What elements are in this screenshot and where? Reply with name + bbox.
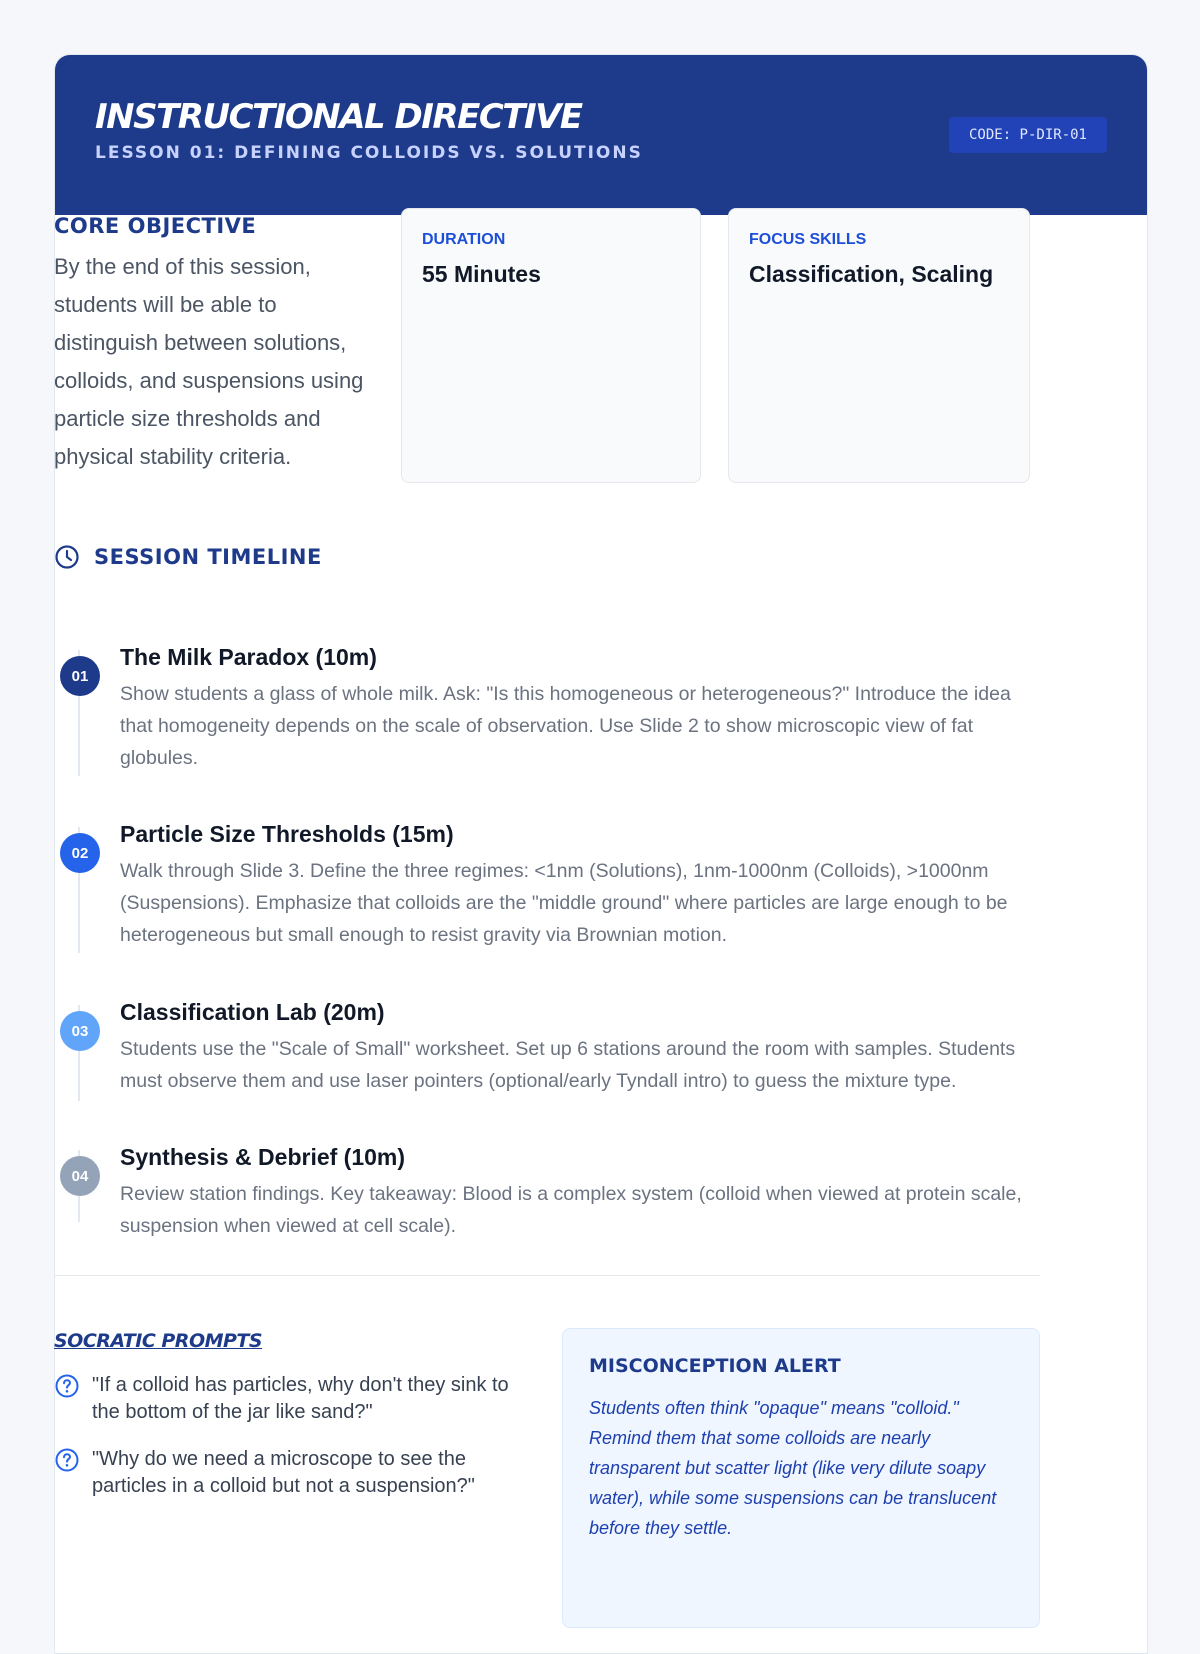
- prompt-text: "If a colloid has particles, why don't they sink to the bottom of the jar like sand?": [92, 1374, 509, 1423]
- question-circle-icon: [54, 1373, 80, 1399]
- prompts-heading: SOCRATIC PROMPTS: [54, 1330, 263, 1352]
- prompt-item: [54, 1372, 524, 1426]
- duration-value: 55 Minutes: [422, 261, 541, 287]
- section-divider: [54, 1275, 1040, 1276]
- timeline-heading-row: [54, 544, 322, 570]
- step-description: Walk through Slide 3. Define the three regimes: <1nm (Solutions), 1nm-1000nm (Colloids), >1000nm (Suspensions). Emphasize that colloids are the "middle ground" where particles are large enough to be heterogeneous but small enough to resist gravity via Brownian motion.: [120, 860, 1008, 946]
- header: [55, 55, 1147, 215]
- question-circle-icon: [54, 1447, 80, 1473]
- step-body: [120, 819, 1040, 951]
- objective-heading: CORE OBJECTIVE: [54, 214, 257, 238]
- socratic-prompts: [54, 1330, 524, 1500]
- duration-box: [401, 208, 701, 483]
- clock-icon: [54, 544, 80, 570]
- focus-skills-value: Classification, Scaling: [749, 261, 994, 287]
- step-number-badge: 03: [60, 1011, 100, 1051]
- step-number-badge: 01: [60, 656, 100, 696]
- misconception-alert: [562, 1328, 1040, 1628]
- step-title: Synthesis & Debrief (10m): [120, 1144, 406, 1170]
- code-badge: CODE: P-DIR-01: [949, 117, 1107, 153]
- prompt-text: "Why do we need a microscope to see the particles in a colloid but not a suspension?": [92, 1448, 475, 1497]
- step-body: [120, 997, 1040, 1097]
- overview-section: [54, 214, 1040, 489]
- step-title: Particle Size Thresholds (15m): [120, 821, 454, 847]
- lesson-subtitle: LESSON 01: DEFINING COLLOIDS VS. SOLUTIONS: [95, 143, 643, 163]
- step-number-badge: 02: [60, 833, 100, 873]
- step-title: The Milk Paradox (10m): [120, 644, 377, 670]
- page-title: INSTRUCTIONAL DIRECTIVE: [95, 97, 582, 137]
- core-objective: [54, 214, 374, 476]
- alert-heading: MISCONCEPTION ALERT: [589, 1355, 841, 1377]
- step-body: [120, 642, 1040, 774]
- prompt-item: [54, 1446, 524, 1500]
- step-number-badge: 04: [60, 1156, 100, 1196]
- step-body: [120, 1142, 1040, 1242]
- focus-skills-box: [728, 208, 1030, 483]
- step-description: Show students a glass of whole milk. Ask: "Is this homogeneous or heterogeneous?" Introduce the idea that homogeneity depends on the scale of observation. Use Slide 2 to show microscopic view of fat globules.: [120, 683, 1011, 769]
- step-title: Classification Lab (20m): [120, 999, 385, 1025]
- step-description: Review station findings. Key takeaway: Blood is a complex system (colloid when viewed at protein scale, suspension when viewed at cell scale).: [120, 1183, 1022, 1237]
- objective-text: By the end of this session, students will be able to distinguish between solutions, colloids, and suspensions using particle size thresholds and physical stability criteria.: [54, 254, 364, 469]
- step-description: Students use the "Scale of Small" worksheet. Set up 6 stations around the room with samples. Students must observe them and use laser pointers (optional/early Tyndall intro) to guess the mixture type.: [120, 1038, 1016, 1092]
- alert-text: Students often think "opaque" means "colloid." Remind them that some colloids are nearly transparent but scatter light (like very dilute soapy water), while some suspensions can be translucent before they settle.: [589, 1398, 997, 1538]
- focus-skills-label: FOCUS SKILLS: [749, 231, 867, 248]
- timeline-heading: SESSION TIMELINE: [94, 545, 322, 569]
- duration-label: DURATION: [422, 231, 506, 248]
